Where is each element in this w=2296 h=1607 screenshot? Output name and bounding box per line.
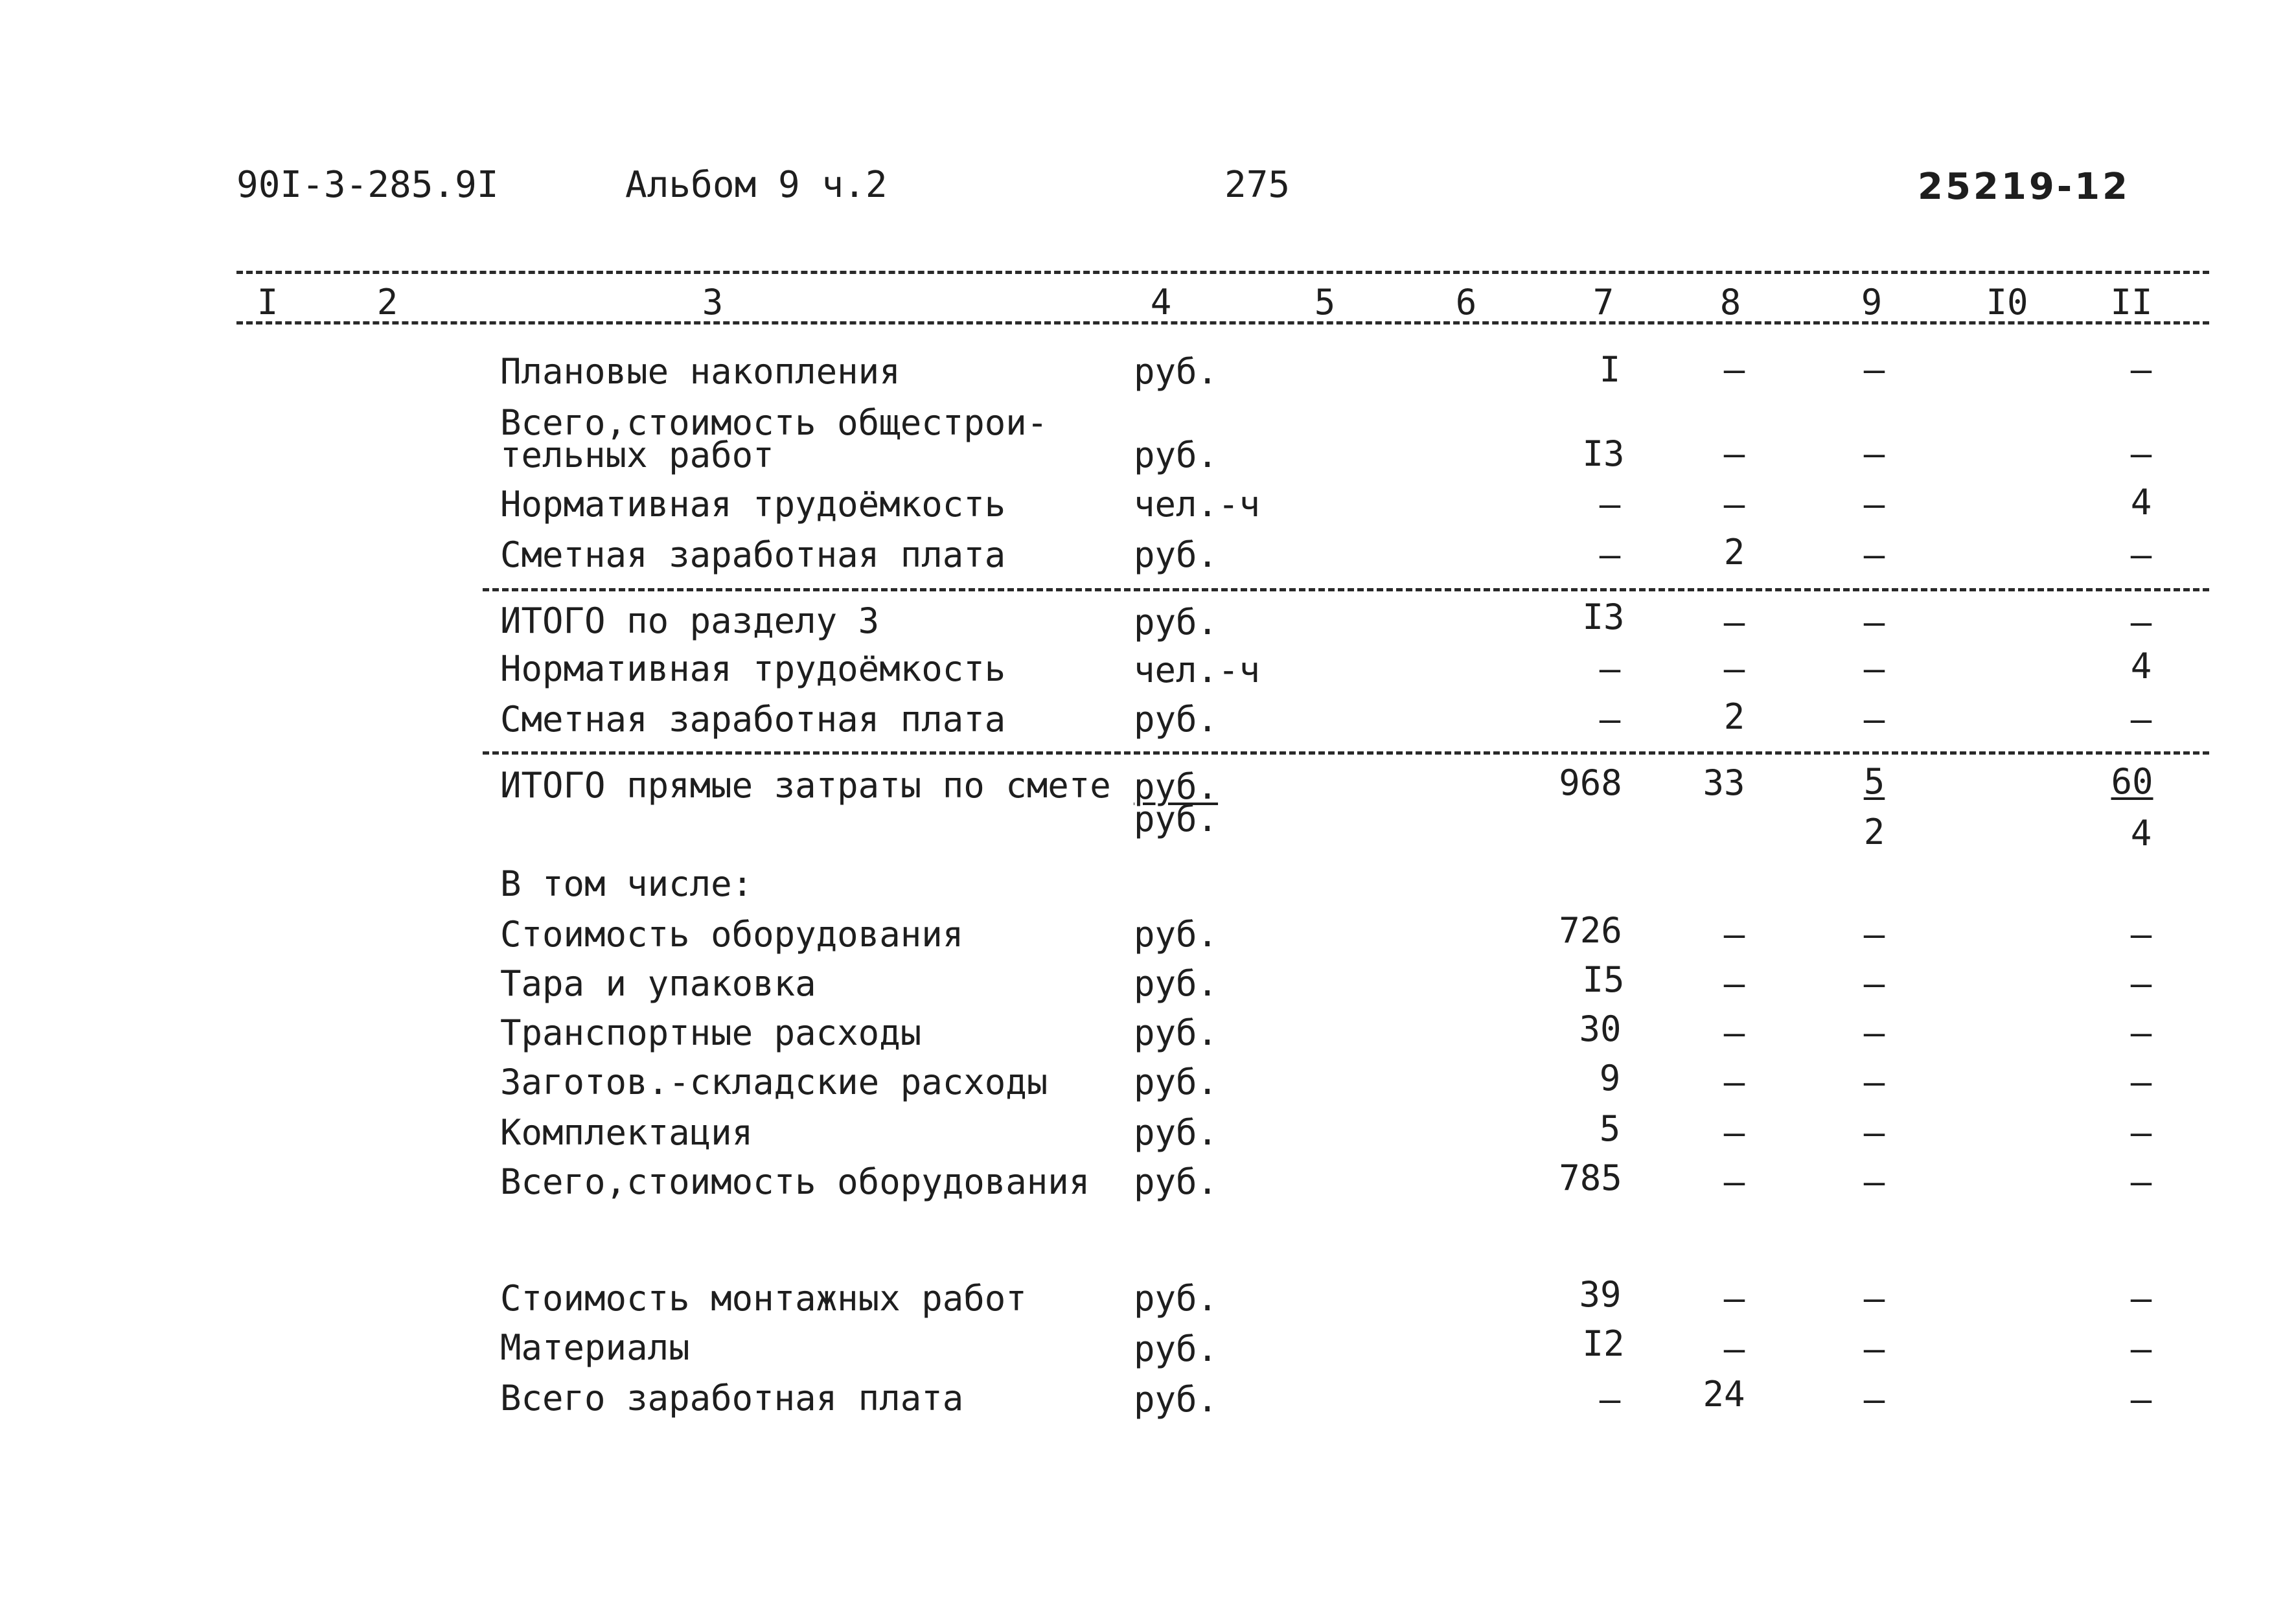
cell-col11: – [2130, 349, 2152, 390]
cell-col8: 2 [1723, 532, 1745, 573]
cell-col7: I [1599, 349, 1621, 390]
cell-col11: – [2130, 914, 2152, 955]
cell-col7: 39 [1579, 1274, 1622, 1315]
cell-col9: – [1863, 1012, 1885, 1053]
cell-col8: – [1723, 1012, 1745, 1053]
cell-col7: – [1599, 1379, 1621, 1420]
row-unit: руб. [1134, 699, 1219, 740]
row-label: ИТОГО по разделу 3 [500, 600, 880, 641]
cell-col7: – [1599, 648, 1621, 689]
row-label: Транспортные расходы [500, 1012, 922, 1053]
cell-col11: – [2130, 433, 2152, 474]
row-label: Нормативная трудоёмкость [500, 484, 1006, 525]
cell-col11: – [2130, 1112, 2152, 1153]
col-header-9: 9 [1861, 282, 1883, 323]
cell-col7: – [1599, 699, 1621, 740]
col-header-5: 5 [1314, 282, 1336, 323]
cell-col11: 4 [2130, 646, 2152, 687]
cell-col8: – [1723, 602, 1745, 643]
cell-col8: 2 [1723, 696, 1745, 737]
cell-col11: – [2130, 1328, 2152, 1369]
row-unit: руб. [1134, 1112, 1219, 1153]
cell-col7: 5 [1599, 1108, 1621, 1149]
cell-col7: I2 [1582, 1323, 1625, 1364]
cell-col9: – [1863, 1112, 1885, 1153]
cell-col8: – [1723, 648, 1745, 689]
header-rule-bottom [236, 321, 2209, 325]
cell-col7: – [1599, 534, 1621, 575]
col-header-10: I0 [1986, 282, 2028, 323]
col-header-6: 6 [1455, 282, 1477, 323]
cell-col8: 24 [1703, 1374, 1745, 1415]
row-label: Материалы [500, 1327, 690, 1368]
row-unit: руб. [1134, 351, 1219, 392]
row-unit: руб. [1134, 534, 1219, 575]
row-unit: чел.-ч [1134, 650, 1261, 690]
cell-col7: 30 [1579, 1009, 1622, 1049]
cell-col11: – [2130, 963, 2152, 1004]
cell-col8: – [1723, 963, 1745, 1004]
row-unit: руб. [1134, 1328, 1219, 1369]
col-header-7: 7 [1592, 282, 1614, 323]
cell-col7: I3 [1582, 597, 1625, 637]
section-rule [483, 588, 2209, 591]
row-label: Нормативная трудоёмкость [500, 648, 1006, 689]
cell-col11: – [2130, 699, 2152, 740]
row-unit: руб. [1134, 435, 1219, 475]
cell-col7: 726 [1559, 910, 1622, 951]
cell-col8: – [1723, 1328, 1745, 1369]
cell-col9: – [1863, 699, 1885, 740]
cell-col11-numerator: 60 [2111, 761, 2153, 802]
cell-col11: – [2130, 602, 2152, 643]
row-label: Стоимость монтажных работ [500, 1278, 1027, 1319]
col-header-1: I [257, 282, 279, 323]
cell-col8: – [1723, 349, 1745, 390]
row-label: Комплектация [500, 1112, 753, 1153]
document-stamp-number: 25219-12 [1918, 166, 2130, 208]
cell-col9: – [1863, 1278, 1885, 1319]
cell-col9: – [1863, 963, 1885, 1004]
row-label: ИТОГО прямые затраты по смете [500, 765, 1111, 806]
cell-col11: – [2130, 534, 2152, 575]
row-label: Тара и упаковка [500, 963, 816, 1004]
row-unit: руб. [1134, 963, 1219, 1004]
row-label: Стоимость оборудования [500, 914, 964, 955]
row-label: Заготов.-складские расходы [500, 1062, 1048, 1102]
cell-col7: 968 [1559, 762, 1622, 803]
row-unit: руб. [1134, 766, 1219, 807]
col-header-3: 3 [702, 282, 724, 323]
col-header-11: II [2110, 282, 2153, 323]
cell-col8: – [1723, 484, 1745, 525]
row-label: Плановые накопления [500, 351, 901, 392]
row-label: Сметная заработная плата [500, 699, 1006, 740]
cell-col11-denominator: 4 [2130, 813, 2152, 854]
cell-col8: – [1723, 1112, 1745, 1153]
row-unit: руб. [1134, 1012, 1219, 1053]
cell-col8: – [1723, 1062, 1745, 1102]
cell-col9: – [1863, 484, 1885, 525]
row-unit: руб. [1134, 1161, 1219, 1202]
cell-col11: 4 [2130, 482, 2152, 523]
row-unit: руб. [1134, 914, 1219, 955]
subsection-heading: В том числе: [500, 863, 753, 904]
page-number: 275 [1224, 164, 1291, 206]
row-unit: руб. [1134, 1278, 1219, 1319]
row-label-continued: тельных работ [500, 435, 774, 475]
cell-col9: – [1863, 433, 1885, 474]
row-label: Всего,стоимость оборудования [500, 1161, 1090, 1202]
cell-col11: – [2130, 1012, 2152, 1053]
row-unit: руб. [1134, 602, 1219, 643]
cell-col9: – [1863, 914, 1885, 955]
row-unit: руб. [1134, 1379, 1219, 1420]
cell-col11: – [2130, 1062, 2152, 1102]
doc-code: 90I-3-285.9I [236, 164, 499, 206]
col-header-2: 2 [376, 282, 398, 323]
header-rule-top [236, 271, 2209, 274]
cell-col9: – [1863, 1062, 1885, 1102]
cell-col9: – [1863, 1161, 1885, 1202]
cell-col11: – [2130, 1278, 2152, 1319]
cell-col9-numerator: 5 [1863, 761, 1885, 802]
cell-col7: – [1599, 484, 1621, 525]
cell-col9: – [1863, 1328, 1885, 1369]
cell-col9-denominator: 2 [1863, 812, 1885, 852]
col-header-8: 8 [1719, 282, 1741, 323]
row-label: Сметная заработная плата [500, 534, 1006, 575]
album-label: Альбом 9 ч.2 [625, 164, 888, 206]
cell-col8: – [1723, 914, 1745, 955]
section-rule [483, 751, 2209, 755]
cell-col9: – [1863, 602, 1885, 643]
cell-col7: 9 [1599, 1058, 1621, 1099]
row-label: Всего заработная плата [500, 1378, 964, 1419]
cell-col11: – [2130, 1161, 2152, 1202]
cell-col8: – [1723, 1278, 1745, 1319]
cell-col11: – [2130, 1379, 2152, 1420]
cell-col9: – [1863, 648, 1885, 689]
cell-col9: – [1863, 349, 1885, 390]
cell-col7: 785 [1559, 1157, 1622, 1198]
cell-col9: – [1863, 1379, 1885, 1420]
col-header-4: 4 [1150, 282, 1172, 323]
cell-col7: I5 [1582, 959, 1625, 1000]
row-unit: чел.-ч [1134, 484, 1261, 525]
cell-col8: 33 [1703, 762, 1745, 803]
row-unit-denominator: руб. [1134, 799, 1219, 839]
cell-col7: I3 [1582, 433, 1625, 474]
cell-col8: – [1723, 1161, 1745, 1202]
cell-col8: – [1723, 433, 1745, 474]
cell-col9: – [1863, 534, 1885, 575]
row-label: Всего,стоимость общестрои- [500, 402, 1048, 443]
row-unit: руб. [1134, 1062, 1219, 1102]
